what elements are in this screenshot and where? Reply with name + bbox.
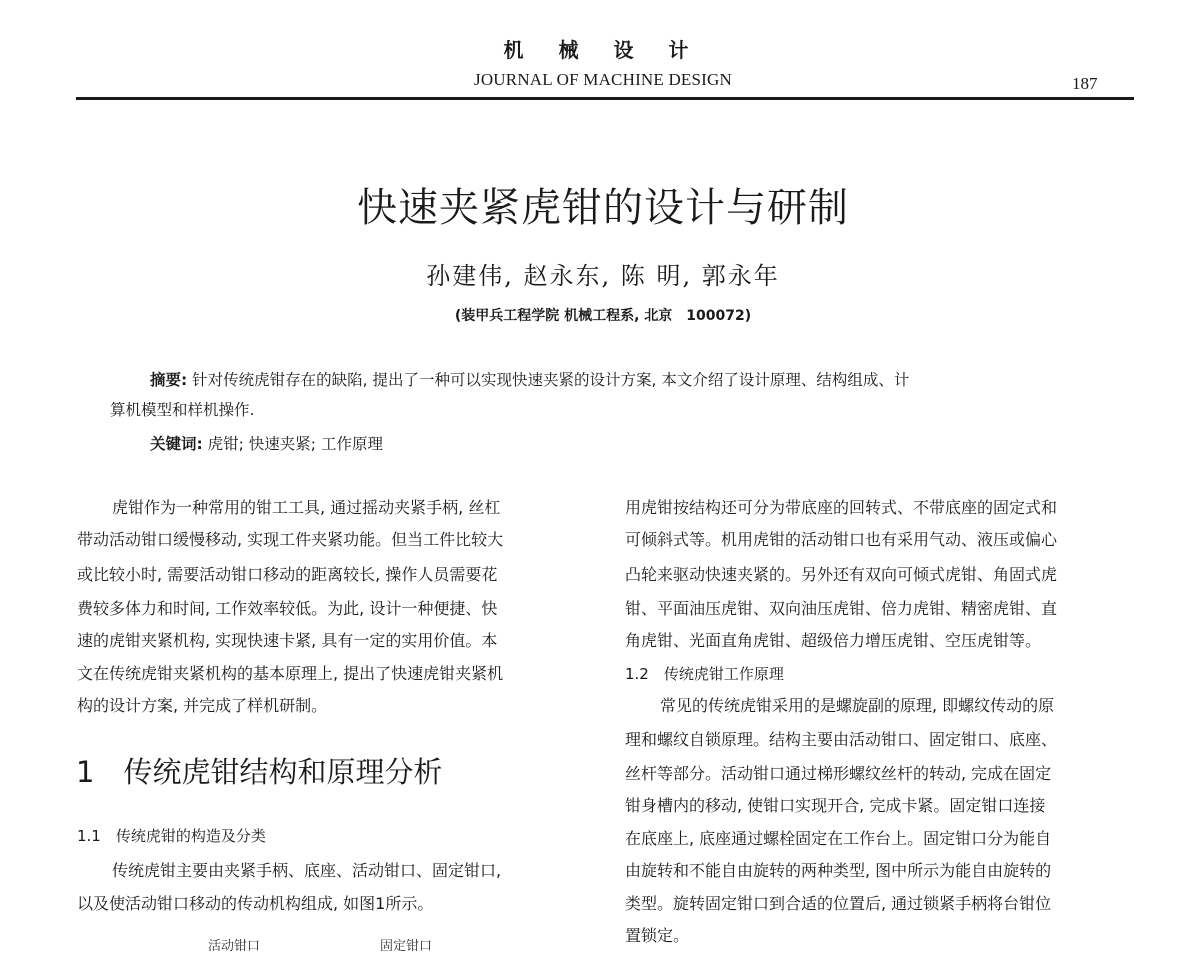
abstract-line-2: 算机模型和样机操作. [110, 401, 255, 419]
para-line: 用虎钳按结构还可分为带底座的回转式、不带底座的固定式和 [625, 498, 1058, 517]
para-line: 以及使活动钳口移动的传动机构组成, 如图1所示。 [77, 894, 434, 913]
para-line: 类型。旋转固定钳口到合适的位置后, 通过锁紧手柄将台钳位 [625, 894, 1052, 913]
header-rule [76, 97, 1134, 100]
para-line: 在底座上, 底座通过螺栓固定在工作台上。固定钳口分为能自 [625, 829, 1052, 848]
intro-line: 或比较小时, 需要活动钳口移动的距离较长, 操作人员需要花 [77, 565, 498, 584]
paper-title: 快速夹紧虎钳的设计与研制 [357, 185, 849, 231]
section-heading: 1 传统虎钳结构和原理分析 [76, 755, 443, 789]
intro-line: 速的虎钳夹紧机构, 实现快速卡紧, 具有一定的实用价值。本 [77, 631, 498, 650]
abstract-text-1: 针对传统虎钳存在的缺陷, 提出了一种可以实现快速夹紧的设计方案, 本文介绍了设计原理、结构组成、计 [192, 371, 910, 389]
para-line: 由旋转和不能自由旋转的两种类型, 图中所示为能自由旋转的 [625, 861, 1052, 880]
para-line: 置锁定。 [625, 926, 690, 945]
subsection-heading: 1.2 传统虎钳工作原理 [625, 665, 784, 683]
intro-line: 虎钳作为一种常用的钳工工具, 通过摇动夹紧手柄, 丝杠 [112, 498, 501, 517]
para-line: 角虎钳、光面直角虎钳、超级倍力增压虎钳、空压虎钳等。 [625, 631, 1042, 650]
figure-label: 固定钳口 [380, 939, 433, 954]
abstract-line-1 [150, 368, 909, 390]
keywords-line [150, 432, 383, 454]
author-affiliation: (装甲兵工程学院 机械工程系, 北京 100072) [454, 308, 752, 324]
para-line: 理和螺纹自锁原理。结构主要由活动钳口、固定钳口、底座、 [625, 730, 1058, 749]
journal-title-cn: 机 械 设 计 [503, 38, 703, 62]
keywords-text: 虎钳; 快速夹紧; 工作原理 [207, 435, 383, 453]
intro-line: 费较多体力和时间, 工作效率较低。为此, 设计一种便捷、快 [77, 599, 498, 618]
para-line: 钳身槽内的移动, 使钳口实现开合, 完成卡紧。固定钳口连接 [625, 796, 1046, 815]
intro-line: 文在传统虎钳夹紧机构的基本原理上, 提出了快速虎钳夹紧机 [77, 664, 504, 683]
paper-authors: 孙建伟, 赵永东, 陈 明, 郭永年 [426, 262, 780, 290]
figure-label: 活动钳口 [208, 939, 261, 954]
para-line: 可倾斜式等。机用虎钳的活动钳口也有采用气动、液压或偏心 [625, 530, 1058, 549]
abstract-label: 摘要: [150, 371, 188, 389]
para-line: 丝杆等部分。活动钳口通过梯形螺纹丝杆的转动, 完成在固定 [625, 764, 1052, 783]
para-line: 凸轮来驱动快速夹紧的。另外还有双向可倾式虎钳、角固式虎 [625, 565, 1058, 584]
para-line: 传统虎钳主要由夹紧手柄、底座、活动钳口、固定钳口, [112, 861, 502, 880]
intro-line: 带动活动钳口缓慢移动, 实现工件夹紧功能。但当工件比较大 [77, 530, 504, 549]
page-number: 187 [1072, 74, 1098, 93]
subsection-heading: 1.1 传统虎钳的构造及分类 [77, 827, 266, 845]
para-line: 钳、平面油压虎钳、双向油压虎钳、倍力虎钳、精密虎钳、直 [625, 599, 1058, 618]
keywords-label: 关键词: [150, 435, 203, 453]
journal-title-en: JOURNAL OF MACHINE DESIGN [474, 70, 732, 89]
intro-line: 构的设计方案, 并完成了样机研制。 [77, 696, 328, 715]
para-line: 常见的传统虎钳采用的是螺旋副的原理, 即螺纹传动的原 [660, 696, 1055, 715]
